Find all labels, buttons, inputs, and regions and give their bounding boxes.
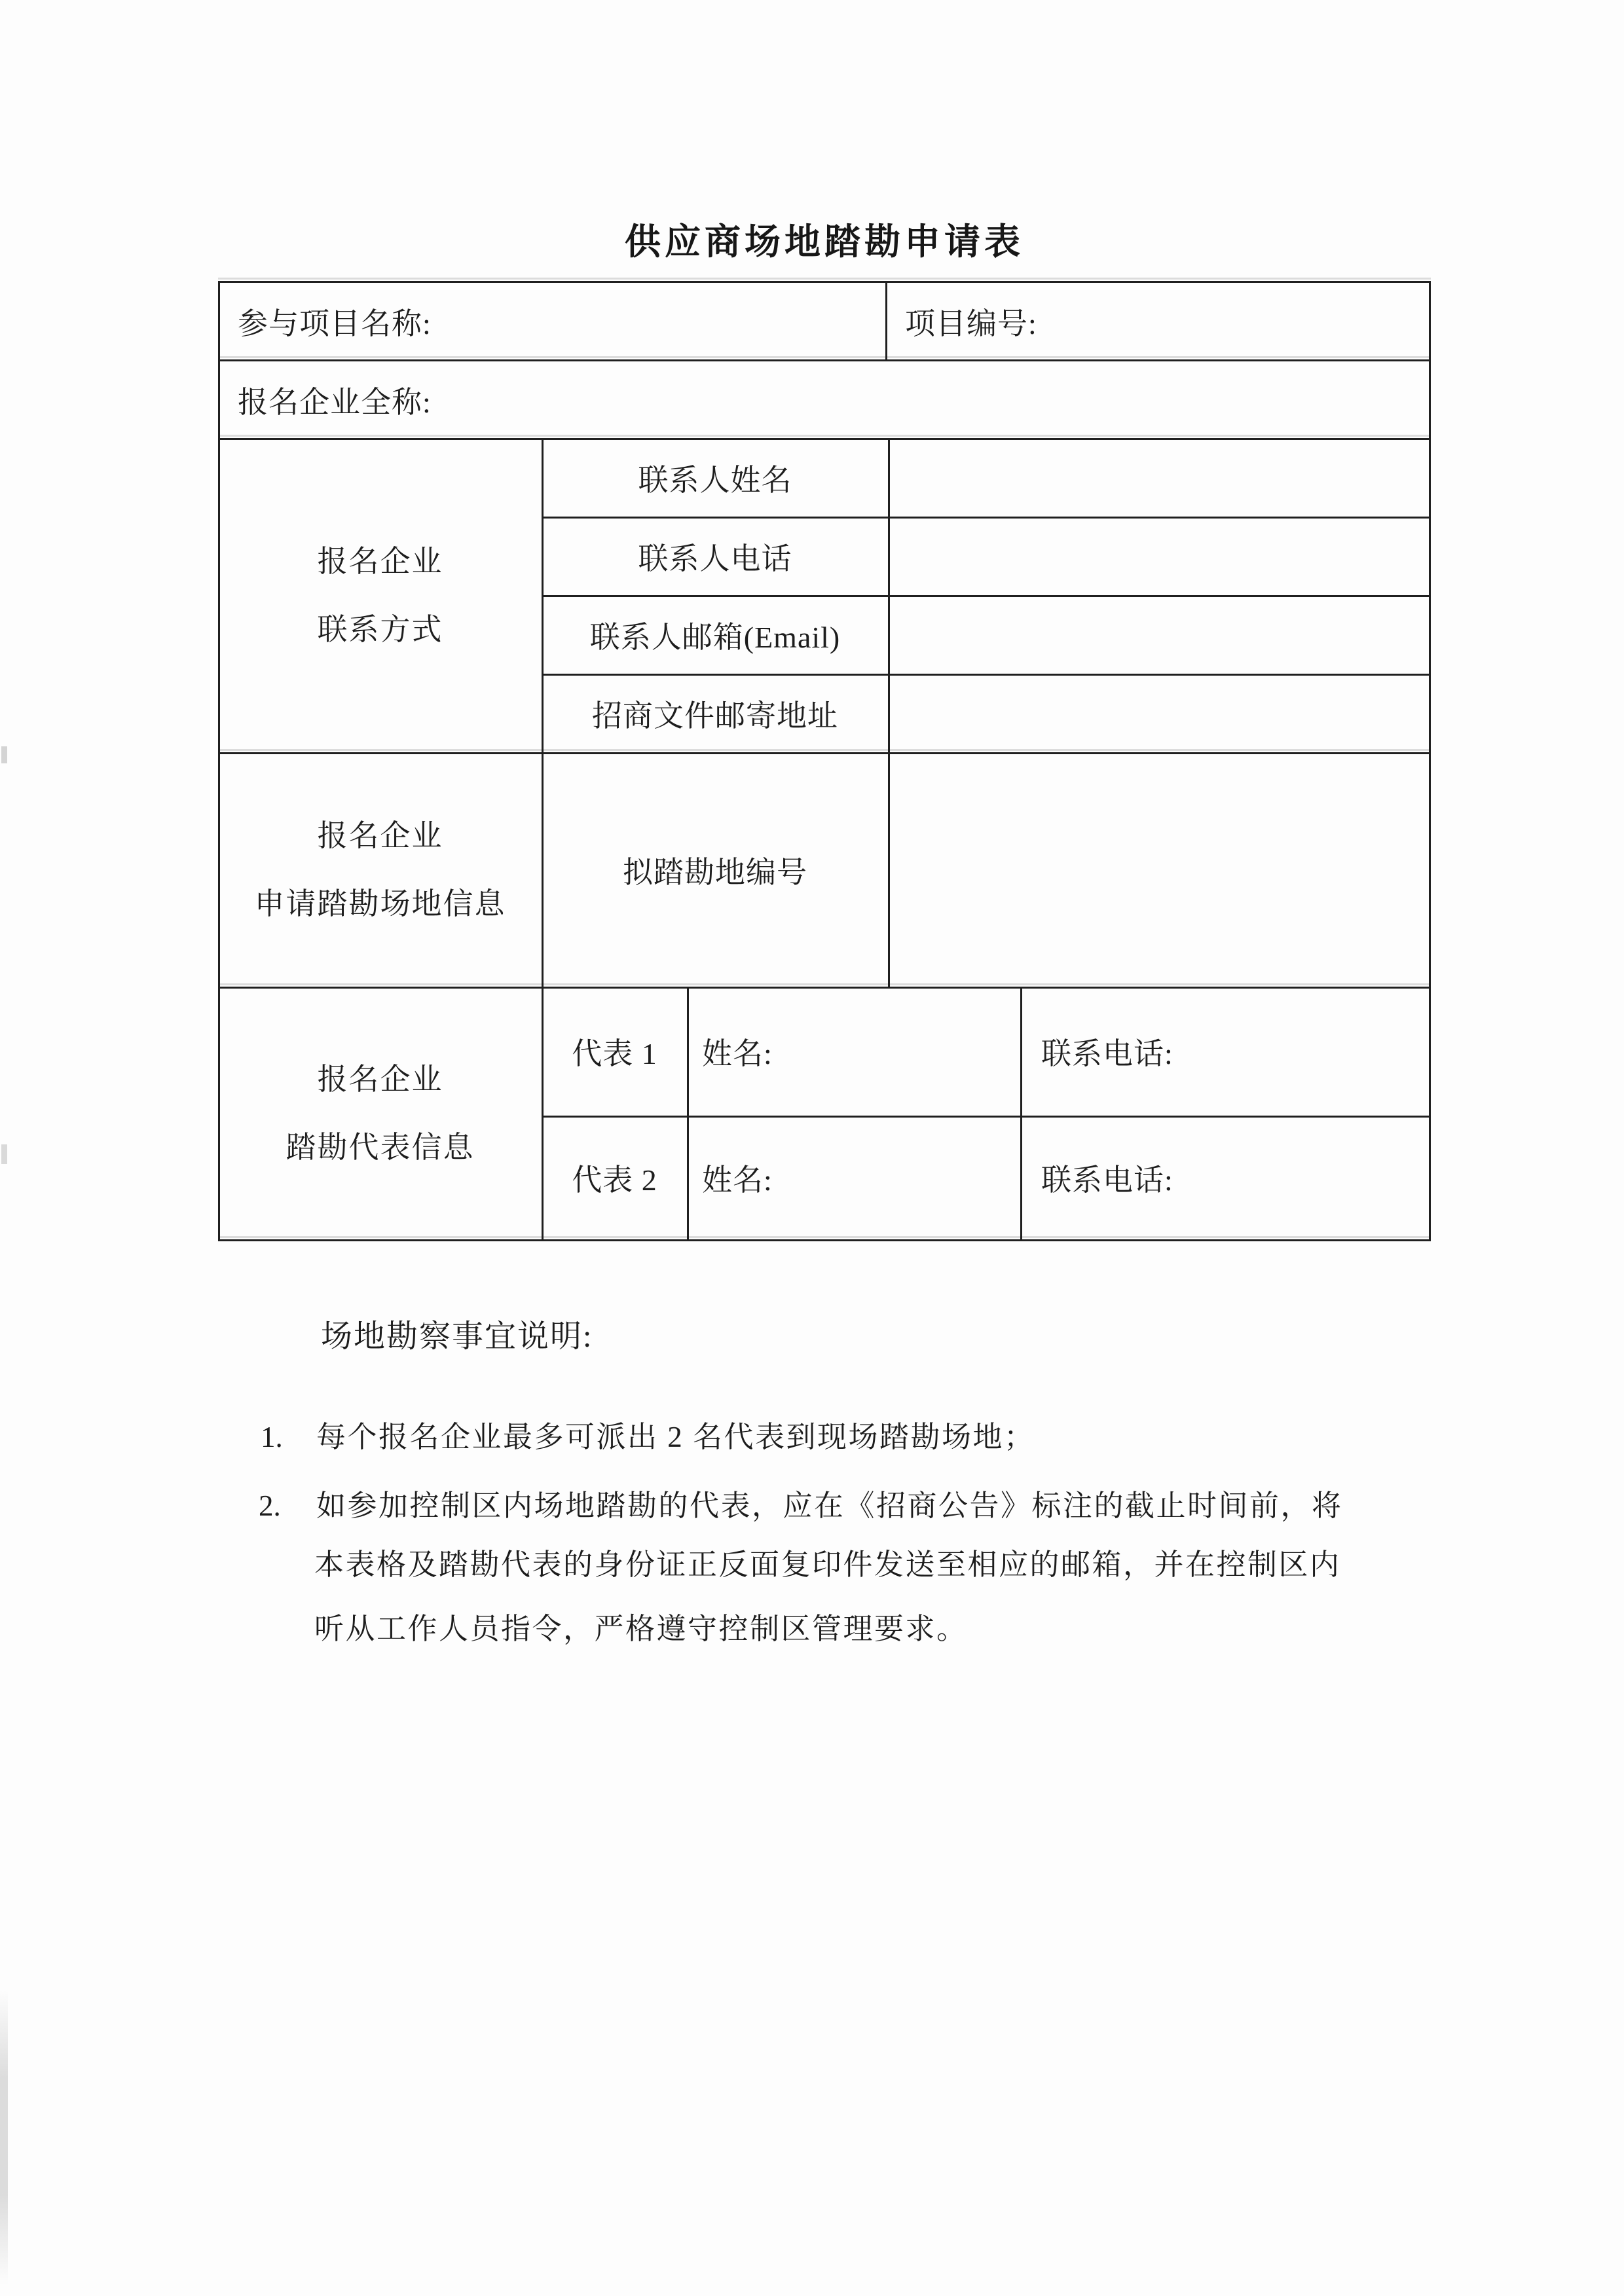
- site-group-line1: 报名企业: [317, 818, 443, 852]
- contact-group-line1: 报名企业: [317, 544, 443, 578]
- contact-person-name-value-cell: [891, 440, 1428, 515]
- contact-group-label: [220, 440, 540, 751]
- company-name-label: 报名企业全称:: [238, 385, 432, 419]
- table-border-line: [218, 1239, 1431, 1241]
- note-item-1-text: 每个报名企业最多可派出 2 名代表到现场踏勘场地；: [316, 1421, 1035, 1453]
- contact-person-phone-label: 联系人电话: [638, 541, 792, 575]
- site-group-line2: 申请踏勘场地信息: [254, 886, 506, 920]
- table-border-line: [1429, 281, 1431, 1241]
- site-group-label: [220, 754, 540, 985]
- contact-person-email-label: 联系人邮箱(Email): [589, 620, 841, 654]
- note-item-2-line2: 本表格及踏勘代表的身份证正反面复印件发送至相应的邮箱，并在控制区内: [314, 1548, 1341, 1581]
- document-title: 供应商场地踏勘申请表: [624, 221, 1024, 262]
- contact-group-line2: 联系方式: [317, 612, 443, 646]
- site-code-value-cell: [891, 754, 1428, 985]
- rep1-label: 代表 1: [572, 1037, 657, 1070]
- rep1-name-label: 姓名:: [702, 1037, 773, 1070]
- rep2-phone-value-cell: [1211, 1118, 1428, 1238]
- rep1-name-value-cell: [805, 989, 1015, 1114]
- rep1-phone-label: 联系电话:: [1041, 1037, 1173, 1070]
- rep-group-line2: 踏勘代表信息: [286, 1130, 475, 1164]
- rep2-label: 代表 2: [572, 1163, 657, 1197]
- table-border-line: [687, 987, 689, 1241]
- note-item-2-line1: 如参加控制区内场地踏勘的代表，应在《招商公告》标注的截止时间前，将: [316, 1489, 1343, 1522]
- note-item-2-number: 2.: [259, 1489, 281, 1522]
- contact-person-name-label: 联系人姓名: [638, 463, 792, 497]
- company-name-value-cell: [471, 361, 1428, 438]
- rep2-name-value-cell: [805, 1118, 1015, 1238]
- scan-artifact-streak: [0, 1990, 8, 2285]
- mailing-address-label: 招商文件邮寄地址: [592, 699, 838, 733]
- contact-person-phone-value-cell: [891, 519, 1428, 594]
- project-no-label: 项目编号:: [905, 306, 1037, 340]
- notes-heading: 场地勘察事宜说明:: [321, 1319, 593, 1354]
- contact-person-email-value-cell: [891, 597, 1428, 672]
- mailing-address-value-cell: [891, 676, 1428, 751]
- note-item-1-number: 1.: [261, 1421, 283, 1453]
- rep2-phone-label: 联系电话:: [1041, 1163, 1173, 1197]
- project-no-value-cell: [1100, 283, 1428, 359]
- project-name-value-cell: [589, 283, 884, 359]
- note-item-2-line3: 听从工作人员指令，严格遵守控制区管理要求。: [314, 1613, 968, 1645]
- table-border-line: [888, 438, 890, 989]
- rep-group-label: [220, 989, 540, 1238]
- rep1-phone-value-cell: [1211, 989, 1428, 1114]
- table-border-line: [885, 281, 887, 361]
- rep2-name-label: 姓名:: [702, 1163, 773, 1197]
- scan-artifact-mark: [1, 746, 7, 763]
- rep-group-line1: 报名企业: [317, 1062, 443, 1096]
- scan-artifact-mark: [1, 1144, 7, 1164]
- project-name-label: 参与项目名称:: [238, 306, 432, 340]
- site-code-label: 拟踏勘地编号: [623, 855, 807, 889]
- table-border-line: [1020, 987, 1022, 1241]
